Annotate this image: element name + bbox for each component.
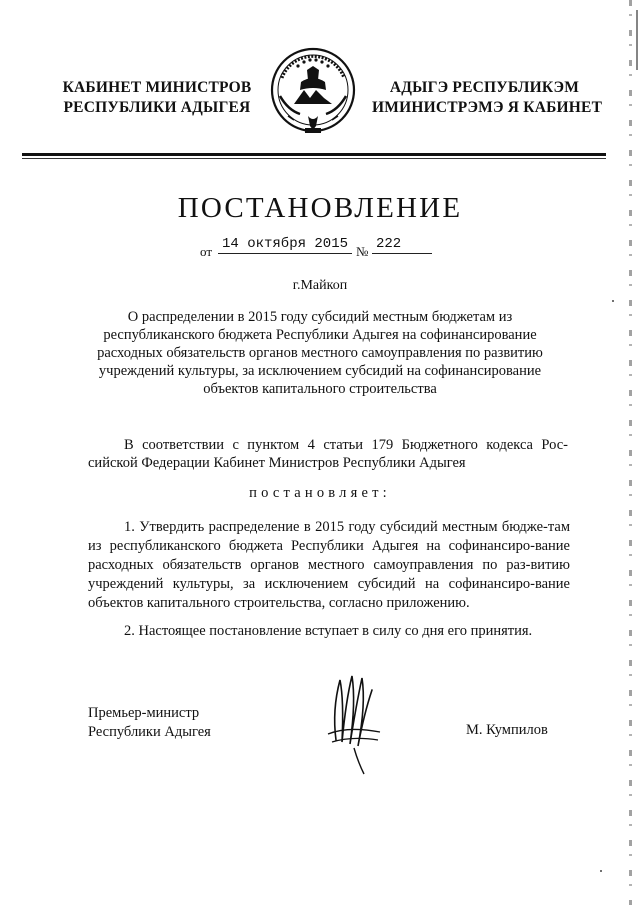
document-number: 222: [372, 236, 432, 254]
header-left-cabinet-name: [62, 78, 252, 118]
date-prefix: от: [200, 244, 213, 259]
header-divider: [22, 153, 606, 156]
header-right-cabinet-name: [372, 78, 603, 118]
signatory-position-line: Республики Адыгея: [88, 724, 211, 740]
signatory-position: [88, 704, 211, 742]
resolves-heading: постановляет:: [249, 485, 391, 501]
document-date: 14 октября 2015: [218, 236, 352, 254]
city-line: г.Майкоп: [292, 278, 348, 293]
resolution-item-2: 2. Настоящее постановление вступает в силу со дня его принятия.: [124, 623, 533, 639]
signatory-position-line: Премьер-министр: [88, 705, 200, 721]
date-number-line: [200, 236, 460, 260]
preamble-line: В соответствии с пунктом 4 статьи 179 Бюджетного кодекса Рос-: [124, 437, 568, 453]
coat-of-arms-icon: [268, 46, 358, 138]
scan-edge-artifact: [629, 0, 632, 905]
document-title: ПОСТАНОВЛЕНИЕ: [177, 192, 463, 224]
document-subject: О распределении в 2015 году субсидий местным бюджетам из республиканского бюджета Республики Адыгея на софинансирование расходных обязательств органов местного самоуправления по развитию учреждений культуры, за исключением субсидий на софинансирование объектов капитального строительства: [97, 309, 543, 397]
resolution-item-1: 1. Утвердить распределение в 2015 году субсидий местным бюдже-там из республиканского бюджета Республики Адыгея на софинансиро-вание расходных обязательств органов местного самоуправления по раз-витию учреждений культуры, за исключением субсидий на софинансиро-вание объектов капитального строительства, согласно приложению.: [88, 519, 570, 611]
number-prefix: №: [356, 244, 369, 259]
header-right-line: АДЫГЭ РЕСПУБЛИКЭМ: [389, 79, 580, 96]
header-left-line: КАБИНЕТ МИНИСТРОВ: [62, 79, 252, 96]
scan-speck: [612, 300, 614, 302]
preamble-paragraph: [88, 436, 568, 472]
scan-edge-artifact: [636, 10, 638, 70]
preamble-line: сийской Федерации Кабинет Министров Республики Адыгея: [88, 455, 466, 471]
header-right-line: ИМИНИСТРЭМЭ Я КАБИНЕТ: [372, 99, 603, 116]
handwritten-signature: [318, 670, 388, 780]
header-divider-thin: [22, 158, 606, 159]
signatory-name: М. Кумпилов: [466, 722, 548, 738]
header-left-line: РЕСПУБЛИКИ АДЫГЕЯ: [63, 99, 251, 116]
scan-speck: [600, 870, 602, 872]
